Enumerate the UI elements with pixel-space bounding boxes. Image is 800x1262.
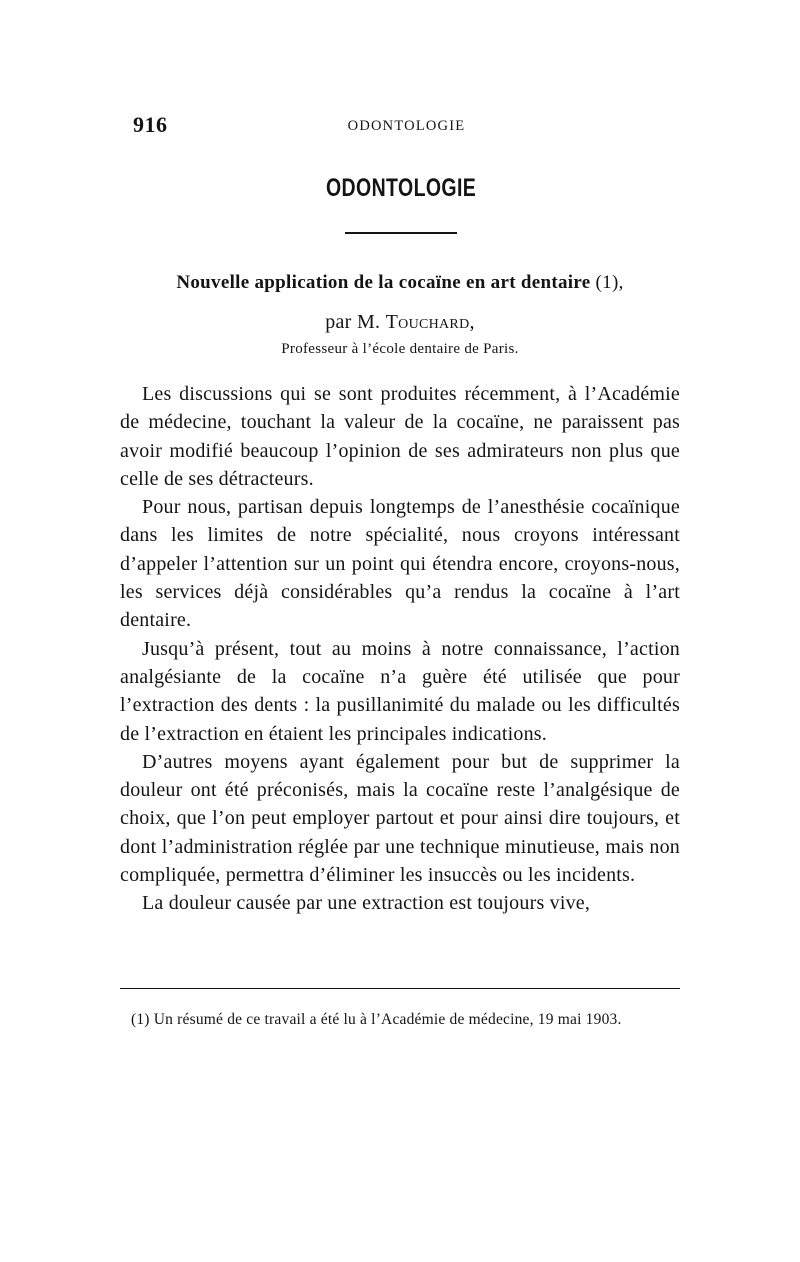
author-name: Touchard, <box>385 311 475 333</box>
page-number: 916 <box>133 112 168 137</box>
footnote-reference: (1), <box>595 272 624 293</box>
byline-prefix: par M. <box>325 311 381 333</box>
article-body <box>120 380 680 918</box>
paragraph: Pour nous, partisan depuis longtemps de l’anesthésie cocaïnique dans les limites de notre spécialité, nous croyons intéressant d’appeler l’attention sur un point qui étendra encore, croyons-nous, les services déjà considérables qu’a rendus la cocaïne à l’art dentaire. <box>120 496 680 632</box>
paragraph: Les discussions qui se sont produites récemment, à l’Académie de médecine, touchant la valeur de la cocaïne, ne paraissent pas avoir modifié beaucoup l’opinion de ses admirateurs non plus que celle de ses détracteurs. <box>120 383 680 490</box>
article-title <box>0 272 800 294</box>
running-head <box>133 112 680 142</box>
author-affiliation: Professeur à l’école dentaire de Paris. <box>281 341 519 357</box>
article-title-text: Nouvelle application de la cocaïne en art dentaire <box>176 272 591 293</box>
paragraph: Jusqu’à présent, tout au moins à notre connaissance, l’action analgésiante de la cocaïne n’a guère été utilisée que pour l’extraction des dents : la pusillanimité du malade ou les difficultés de l’extraction en étaient les principales indications. <box>120 637 680 745</box>
footnote-divider <box>120 988 680 989</box>
byline <box>0 311 800 334</box>
paragraph: D’autres moyens ayant également pour but de supprimer la douleur ont été préconisés, mais la cocaïne reste l’analgésique de choix, que l’on peut employer partout et pour ainsi dire toujours, et dont l’administration réglée par une technique minutieuse, mais non compliquée, permettra d’éliminer les insuccès ou les incidents. <box>120 750 680 887</box>
title-divider <box>345 232 457 234</box>
footnote: (1) Un résumé de ce travail a été lu à l’Académie de médecine, 19 mai 1903. <box>131 1011 622 1028</box>
paragraph: La douleur causée par une extraction est toujours vive, <box>142 892 591 915</box>
section-title: ODONTOLOGIE <box>326 174 477 202</box>
running-title: ODONTOLOGIE <box>347 118 466 134</box>
